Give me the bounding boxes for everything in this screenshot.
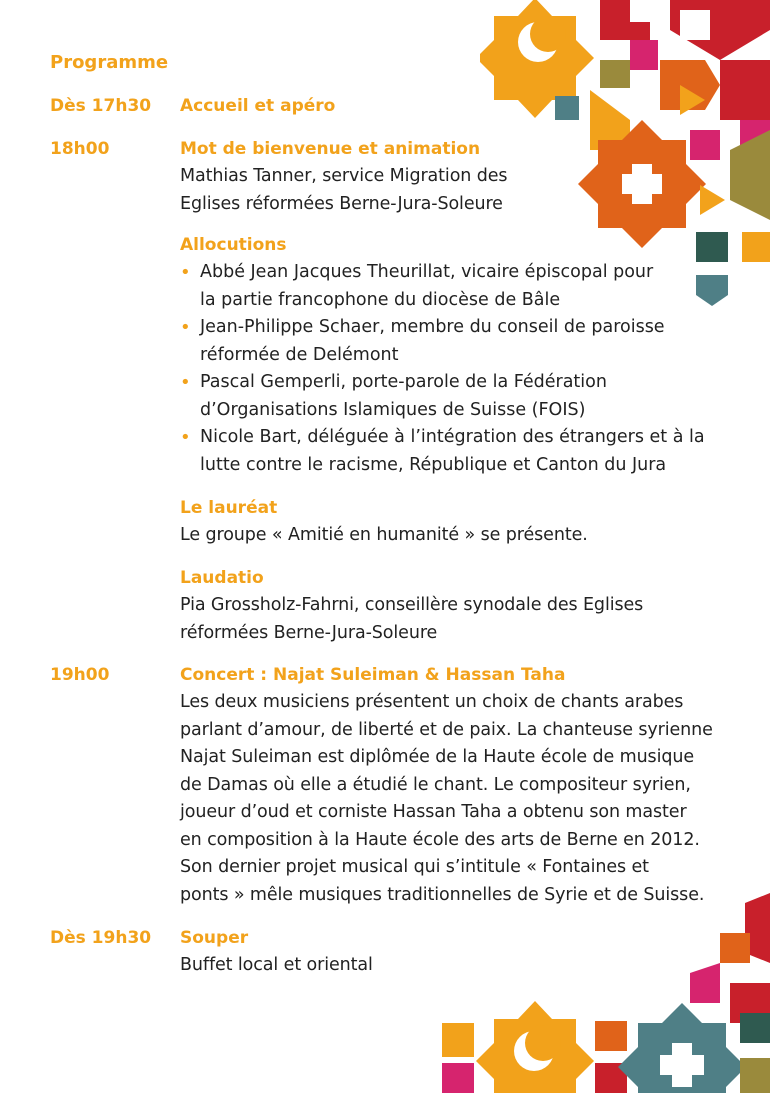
time-label: Dès 19h30 [50,928,152,948]
decorative-pattern-bottom [430,893,770,1093]
entry-line: Son dernier projet musical qui s’intitule « Fontaines et [180,857,649,877]
entry-heading: Souper [180,928,249,948]
crescent-star-icon [476,1001,594,1093]
entry-line: Le groupe « Amitié en humanité » se présente. [180,525,588,545]
entry-heading: Accueil et apéro [180,96,336,116]
entry-line: réformée de Delémont [200,344,399,365]
page-title: Programme [50,52,169,73]
program-block [180,235,740,479]
entry-heading: Allocutions [180,235,287,255]
cross-star-icon [618,1003,746,1093]
entry-line: la partie francophone du diocèse de Bâle [200,289,561,310]
entry-line: de Damas où elle a étudié le chant. Le compositeur syrien, [180,774,691,795]
entry-line: • Nicole Bart, déléguée à l’intégration des étrangers et à la [200,427,705,447]
program-entry [180,665,740,909]
program-block [180,498,740,550]
entry-line: Buffet local et oriental [180,955,373,975]
speaker-list [180,259,740,479]
list-item [180,369,740,424]
program-entry [180,139,740,218]
entry-heading: Le lauréat [180,498,278,518]
time-label: 18h00 [50,139,110,159]
entry-line: parlant d’amour, de liberté et de paix. La chanteuse syrienne [180,719,713,740]
time-label: Dès 17h30 [50,96,152,116]
entry-heading: Mot de bienvenue et animation [180,139,481,159]
entry-line: joueur d’oud et corniste Hassan Taha a obtenu son master [180,802,687,822]
entry-line: Les deux musiciens présentent un choix de chants arabes [180,692,684,712]
entry-line: lutte contre le racisme, République et Canton du Jura [200,454,667,475]
entry-line: Mathias Tanner, service Migration des [180,166,508,186]
time-label: 19h00 [50,665,110,685]
entry-line: réformées Berne-Jura-Soleure [180,622,438,643]
entry-heading: Concert : Najat Suleiman & Hassan Taha [180,665,566,685]
entry-line: Najat Suleiman est diplômée de la Haute école de musique [180,747,695,767]
program-entry [180,928,740,980]
program-block [180,568,740,647]
entry-line: • Abbé Jean Jacques Theurillat, vicaire épiscopal pour [200,262,654,282]
entry-line: en composition à la Haute école des arts de Berne en 2012. [180,829,700,850]
entry-line: ponts » mêle musiques traditionnelles de Syrie et de Suisse. [180,884,705,905]
list-item [180,424,740,479]
entry-line: d’Organisations Islamiques de Suisse (FOIS) [200,399,586,420]
list-item [180,314,740,369]
entry-line: • Pascal Gemperli, porte-parole de la Fédération [200,372,607,392]
entry-line: Pia Grossholz-Fahrni, conseillère synodale des Eglises [180,595,644,615]
program-entry [180,96,740,120]
entry-line: • Jean-Philippe Schaer, membre du conseil de paroisse [200,317,665,337]
entry-line: Eglises réformées Berne-Jura-Soleure [180,193,503,214]
entry-heading: Laudatio [180,568,264,588]
list-item [180,259,740,314]
